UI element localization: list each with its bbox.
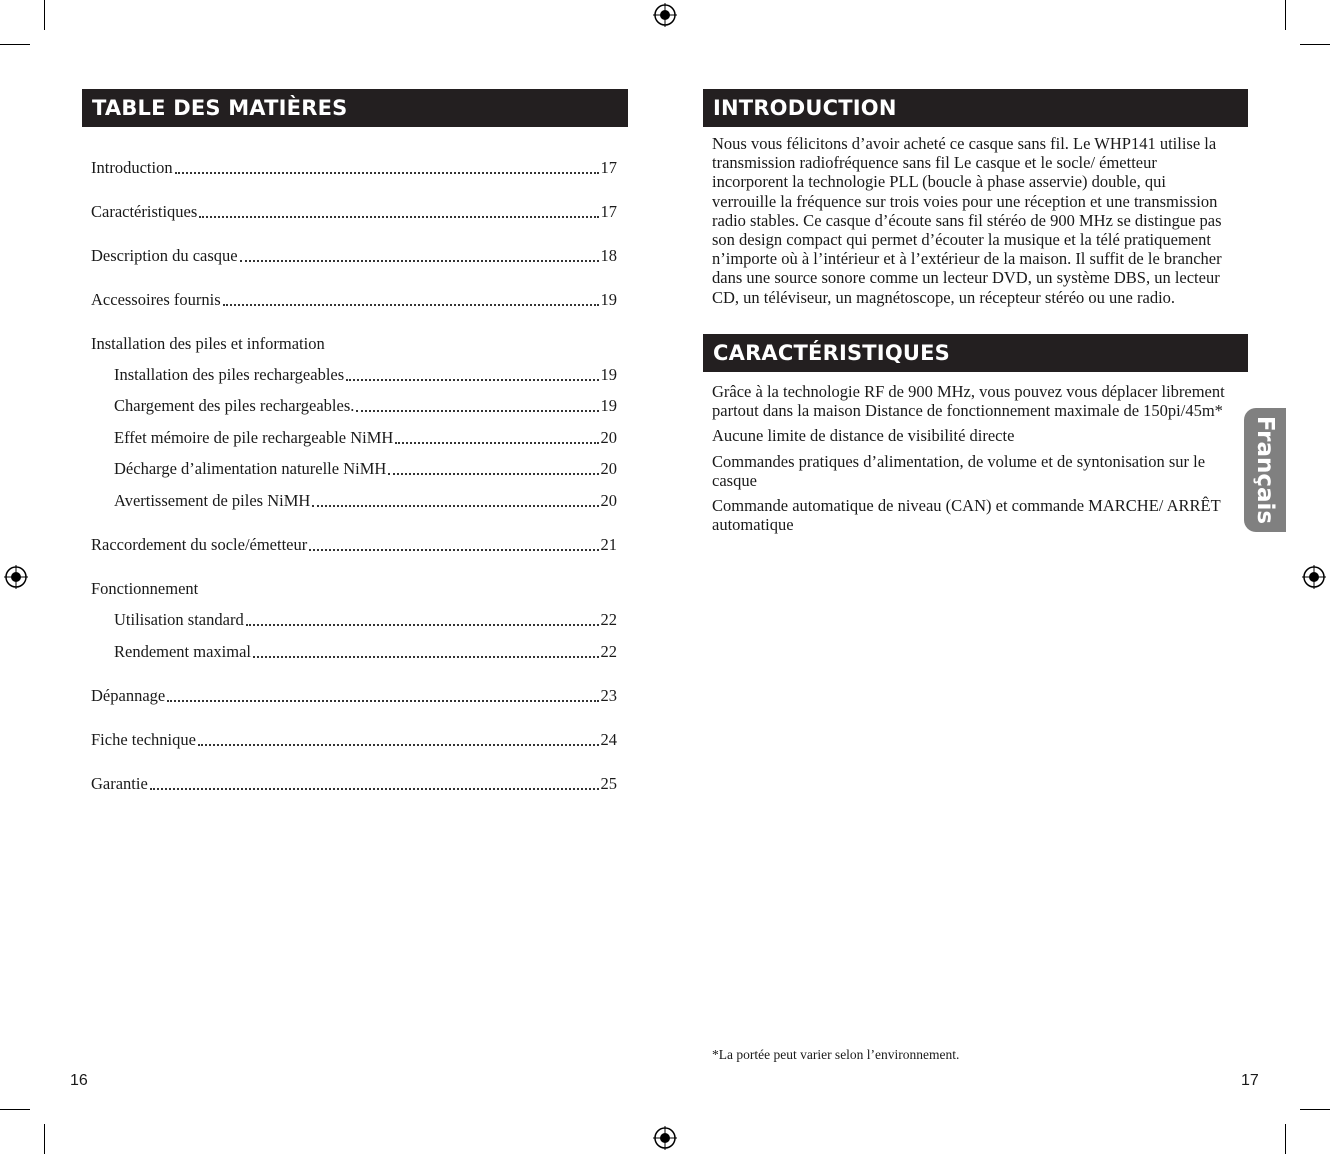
toc-entry-title: Fiche technique <box>91 730 196 749</box>
page-number-right: 17 <box>1241 1072 1259 1089</box>
toc-entry-page: 21 <box>600 535 617 554</box>
toc-entry-page: 20 <box>600 428 617 447</box>
toc-entry-page: 19 <box>600 290 617 309</box>
toc-entry[interactable] <box>91 774 617 794</box>
toc-section-title: Installation des piles et information <box>91 334 325 353</box>
toc-entry-page: 20 <box>600 459 617 478</box>
toc-entry-page: 17 <box>600 202 617 221</box>
crop-mark <box>1300 1109 1330 1110</box>
toc-subentry[interactable] <box>114 365 617 385</box>
toc-subentry[interactable] <box>114 491 617 511</box>
introduction-heading: INTRODUCTION <box>703 89 1248 127</box>
toc-leader <box>395 442 598 444</box>
toc-leader <box>175 172 599 174</box>
toc-leader <box>198 744 599 746</box>
toc-leader <box>346 379 598 381</box>
toc-leader <box>253 656 598 658</box>
page-number-left: 16 <box>70 1072 88 1089</box>
toc-entry-title: Dépannage <box>91 686 166 705</box>
toc-entry-page: 19 <box>600 396 617 415</box>
toc-entry-page: 22 <box>600 610 617 629</box>
crop-mark <box>44 1124 45 1154</box>
toc-leader <box>240 260 599 262</box>
toc-subentry[interactable] <box>114 428 617 448</box>
toc-entry[interactable] <box>91 202 617 222</box>
language-tab <box>1244 408 1286 532</box>
toc-leader <box>356 410 598 412</box>
toc-subentry[interactable] <box>114 396 617 416</box>
registration-mark-icon <box>1302 565 1326 589</box>
toc-entry[interactable] <box>91 686 617 706</box>
features-heading: CARACTÉRISTIQUES <box>703 334 1248 372</box>
crop-mark <box>1285 0 1286 30</box>
introduction-text <box>712 134 1232 307</box>
toc-entry[interactable] <box>91 158 617 178</box>
feature-item: Grâce à la technologie RF de 900 MHz, vous pouvez vous déplacer librement partout dans la maison Distance de fonctionnement maximale de 150pi/45m* <box>712 382 1225 421</box>
toc-entry-title: Rendement maximal <box>114 642 252 661</box>
toc-entry-title: Accessoires fournis <box>91 290 221 309</box>
toc-entry-title: Utilisation standard <box>114 610 244 629</box>
toc-entry-page: 23 <box>600 686 617 705</box>
toc-entry-title: Introduction <box>91 158 173 177</box>
toc-entry-title: Installation des piles rechargeables <box>114 365 345 384</box>
toc-entry-page: 19 <box>600 365 617 384</box>
toc-subentry[interactable] <box>114 610 617 630</box>
registration-mark-icon <box>653 1126 677 1150</box>
toc-heading: TABLE DES MATIÈRES <box>82 89 628 127</box>
toc-leader <box>167 700 598 702</box>
toc-entry-title: Décharge d’alimentation naturelle NiMH <box>114 459 387 478</box>
footnote: *La portée peut varier selon l’environnement. <box>712 1047 960 1062</box>
toc-entry-title: Description du casque <box>91 246 238 265</box>
registration-mark-icon <box>4 565 28 589</box>
toc-section[interactable] <box>91 579 617 599</box>
toc-entry[interactable] <box>91 730 617 750</box>
toc-entry-title: Effet mémoire de pile rechargeable NiMH <box>114 428 394 447</box>
toc-leader <box>388 473 598 475</box>
toc-entry-title: Chargement des piles rechargeables. <box>114 396 355 415</box>
feature-item: Commande automatique de niveau (CAN) et commande MARCHE/ ARRÊT automatique <box>712 496 1221 535</box>
toc-subentry[interactable] <box>114 642 617 662</box>
toc-entry-page: 20 <box>600 491 617 510</box>
toc-leader <box>312 505 598 507</box>
toc-entry[interactable] <box>91 535 617 555</box>
toc-entry-title: Garantie <box>91 774 148 793</box>
toc-entry-page: 17 <box>600 158 617 177</box>
toc-subentry[interactable] <box>114 459 617 479</box>
registration-mark-icon <box>653 3 677 27</box>
feature-item: Aucune limite de distance de visibilité directe <box>712 426 1015 446</box>
features-list <box>712 382 1232 534</box>
toc-leader <box>150 788 599 790</box>
language-tab-label: Français <box>1252 415 1278 525</box>
toc-entry-title: Raccordement du socle/émetteur <box>91 535 308 554</box>
feature-item: Commandes pratiques d’alimentation, de volume et de syntonisation sur le casque <box>712 451 1206 490</box>
crop-mark <box>1300 44 1330 45</box>
toc-entry[interactable] <box>91 246 617 266</box>
crop-mark <box>0 1109 30 1110</box>
toc-leader <box>223 304 599 306</box>
toc-leader <box>199 216 598 218</box>
toc-entry-page: 18 <box>600 246 617 265</box>
toc-leader <box>246 624 599 626</box>
crop-mark <box>1285 1124 1286 1154</box>
toc-entry-page: 25 <box>600 774 617 793</box>
toc-entry-title: Avertissement de piles NiMH <box>114 491 311 510</box>
toc-entry-title: Caractéristiques <box>91 202 198 221</box>
toc-entry[interactable] <box>91 290 617 310</box>
toc-section-title: Fonctionnement <box>91 579 199 598</box>
introduction-paragraph: Nous vous félicitons d’avoir acheté ce casque sans fil. Le WHP141 utilise la transmission radiofréquence sans fil Le casque et le socle/ émetteur incorporent la technologie PLL (boucle à phase asservie) double, qui verrouille la fréquence sur trois voies pour une réception et une transmission radio stables. Ce casque d’écoute sans fil stéréo de 900 MHz se distingue pas son design compact qui permet d’écouter la musique et la télé pratiquement n’importe où à l’intérieur et à l’extérieur de la maison. Il suffit de le brancher dans une source sonore comme un lecteur DVD, un système DBS, un lecteur CD, un téléviseur, un magnétoscope, un récepteur stéréo ou une radio. <box>712 134 1222 307</box>
toc-entry-page: 22 <box>600 642 617 661</box>
toc-leader <box>309 549 598 551</box>
crop-mark <box>44 0 45 30</box>
toc-entry-page: 24 <box>600 730 617 749</box>
toc-section[interactable] <box>91 334 617 354</box>
crop-mark <box>0 44 30 45</box>
